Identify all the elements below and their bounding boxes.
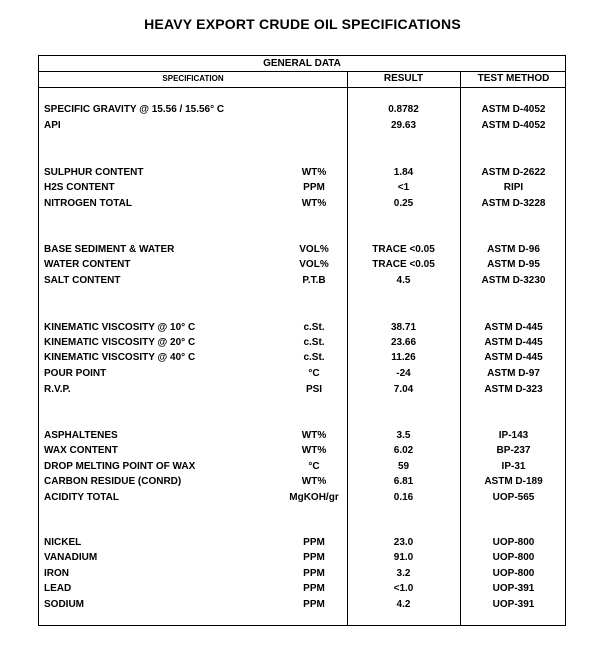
table-row [39, 165, 567, 180]
spec-test-method: ASTM D-445 [484, 337, 543, 348]
spec-name: IRON [44, 568, 69, 579]
spec-unit: WT% [301, 476, 327, 487]
spec-unit: c.St. [303, 352, 325, 363]
spec-test-method: UOP-800 [492, 552, 535, 563]
spec-unit: MgKOH/gr [289, 492, 339, 503]
spec-unit: WT% [301, 198, 327, 209]
table-row [39, 320, 567, 335]
spec-result: 38.71 [390, 322, 417, 333]
spec-result: 29.63 [390, 120, 417, 131]
spec-result: 1.84 [393, 167, 414, 178]
spec-unit: VOL% [299, 259, 329, 270]
spec-result: -24 [396, 368, 411, 379]
page-title: HEAVY EXPORT CRUDE OIL SPECIFICATIONS [144, 16, 461, 32]
spec-result: 11.26 [391, 352, 416, 363]
spec-result: TRACE <0.05 [372, 259, 435, 270]
spec-name: CARBON RESIDUE (CONRD) [44, 476, 182, 487]
spec-unit: PPM [303, 583, 325, 594]
spec-name: SULPHUR CONTENT [44, 167, 144, 178]
spec-result: 0.8782 [388, 104, 419, 115]
spec-unit: WT% [301, 445, 327, 456]
table-row [39, 196, 567, 211]
spec-name: KINEMATIC VISCOSITY @ 10° C [44, 322, 196, 333]
spec-unit: c.St. [303, 322, 325, 333]
spec-result: 59 [397, 461, 410, 472]
general-data-header: GENERAL DATA [39, 56, 565, 72]
spec-test-method: BP-237 [496, 445, 531, 456]
table-row [39, 490, 567, 505]
spec-test-method: ASTM D-4052 [481, 120, 546, 131]
spec-unit: VOL% [299, 244, 329, 255]
spec-test-method: ASTM D-2622 [481, 167, 546, 178]
spec-result: 91.0 [393, 552, 414, 563]
specification-header: SPECIFICATION [162, 74, 224, 83]
spec-name: LEAD [44, 583, 72, 594]
spec-result: 0.25 [393, 198, 414, 209]
spec-test-method: IP-31 [501, 461, 526, 472]
table-row [39, 474, 567, 489]
spec-result: 3.5 [396, 430, 411, 441]
table-row [39, 382, 567, 397]
table-row [39, 118, 567, 133]
spec-result: 3.2 [396, 568, 411, 579]
spec-result: <1.0 [393, 583, 414, 594]
spec-name: DROP MELTING POINT OF WAX [44, 461, 196, 472]
spec-result: 6.81 [393, 476, 414, 487]
spec-test-method: UOP-800 [492, 537, 535, 548]
spec-result: 23.66 [390, 337, 417, 348]
spec-name: KINEMATIC VISCOSITY @ 40° C [44, 352, 196, 363]
spec-test-method: ASTM D-323 [484, 384, 543, 395]
spec-test-method: RIPI [503, 182, 524, 193]
spec-name: WATER CONTENT [44, 259, 131, 270]
table-row [39, 180, 567, 195]
spec-name: H2S CONTENT [44, 182, 115, 193]
spec-test-method: ASTM D-445 [484, 352, 543, 363]
spec-unit: PPM [303, 552, 325, 563]
spec-result: 6.02 [393, 445, 414, 456]
spec-test-method: ASTM D-4052 [481, 104, 546, 115]
table-header-row [39, 71, 565, 88]
spec-name: NITROGEN TOTAL [44, 198, 132, 209]
spec-test-method: ASTM D-3228 [481, 198, 546, 209]
spec-name: POUR POINT [44, 368, 107, 379]
spec-result: 4.2 [396, 599, 411, 610]
spec-test-method: UOP-391 [492, 599, 535, 610]
spec-name: ACIDITY TOTAL [44, 492, 119, 503]
spec-result: 0.16 [393, 492, 414, 503]
spec-test-method: IP-143 [498, 430, 529, 441]
spec-unit: WT% [301, 430, 327, 441]
table-row [39, 242, 567, 257]
table-row [39, 335, 567, 350]
table-row [39, 257, 567, 272]
table-row [39, 273, 567, 288]
spec-name: BASE SEDIMENT & WATER [44, 244, 175, 255]
spec-name: SALT CONTENT [44, 275, 121, 286]
spec-unit: P.T.B [302, 275, 326, 286]
spec-result: <1 [397, 182, 410, 193]
result-header: RESULT [383, 73, 424, 84]
spec-unit: WT% [301, 167, 327, 178]
spec-test-method: UOP-800 [492, 568, 535, 579]
spec-unit: °C [308, 368, 320, 379]
spec-test-method: ASTM D-3230 [481, 275, 546, 286]
table-row [39, 443, 567, 458]
table-row [39, 102, 567, 117]
spec-name: WAX CONTENT [44, 445, 118, 456]
spec-name: ASPHALTENES [44, 430, 118, 441]
spec-unit: PPM [303, 568, 325, 579]
spec-name: API [44, 120, 61, 131]
spec-name: VANADIUM [44, 552, 98, 563]
spec-unit: PPM [303, 537, 325, 548]
spec-unit: c.St. [303, 337, 325, 348]
table-row [39, 535, 567, 550]
spec-name: KINEMATIC VISCOSITY @ 20° C [44, 337, 196, 348]
table-row [39, 550, 567, 565]
table-row [39, 581, 567, 596]
spec-name: SODIUM [44, 599, 84, 610]
spec-result: 23.0 [393, 537, 414, 548]
table-row [39, 597, 567, 612]
spec-name: NICKEL [44, 537, 82, 548]
spec-test-method: ASTM D-96 [487, 244, 540, 255]
table-row [39, 459, 567, 474]
spec-result: 7.04 [393, 384, 414, 395]
spec-test-method: ASTM D-445 [484, 322, 543, 333]
spec-result: TRACE <0.05 [372, 244, 435, 255]
test-method-header: TEST METHOD [477, 73, 550, 84]
table-row [39, 350, 567, 365]
spec-unit: °C [308, 461, 320, 472]
spec-name: SPECIFIC GRAVITY @ 15.56 / 15.56° C [44, 104, 225, 115]
spec-test-method: ASTM D-95 [487, 259, 540, 270]
specifications-table [38, 55, 566, 626]
table-row [39, 366, 567, 381]
spec-result: 4.5 [396, 275, 411, 286]
spec-unit: PPM [303, 182, 325, 193]
table-row [39, 428, 567, 443]
spec-test-method: UOP-565 [492, 492, 535, 503]
spec-test-method: UOP-391 [492, 583, 535, 594]
spec-test-method: ASTM D-97 [487, 368, 540, 379]
table-row [39, 566, 567, 581]
spec-test-method: ASTM D-189 [484, 476, 543, 487]
spec-unit: PPM [303, 599, 325, 610]
spec-name: R.V.P. [44, 384, 71, 395]
spec-unit: PSI [305, 384, 323, 395]
